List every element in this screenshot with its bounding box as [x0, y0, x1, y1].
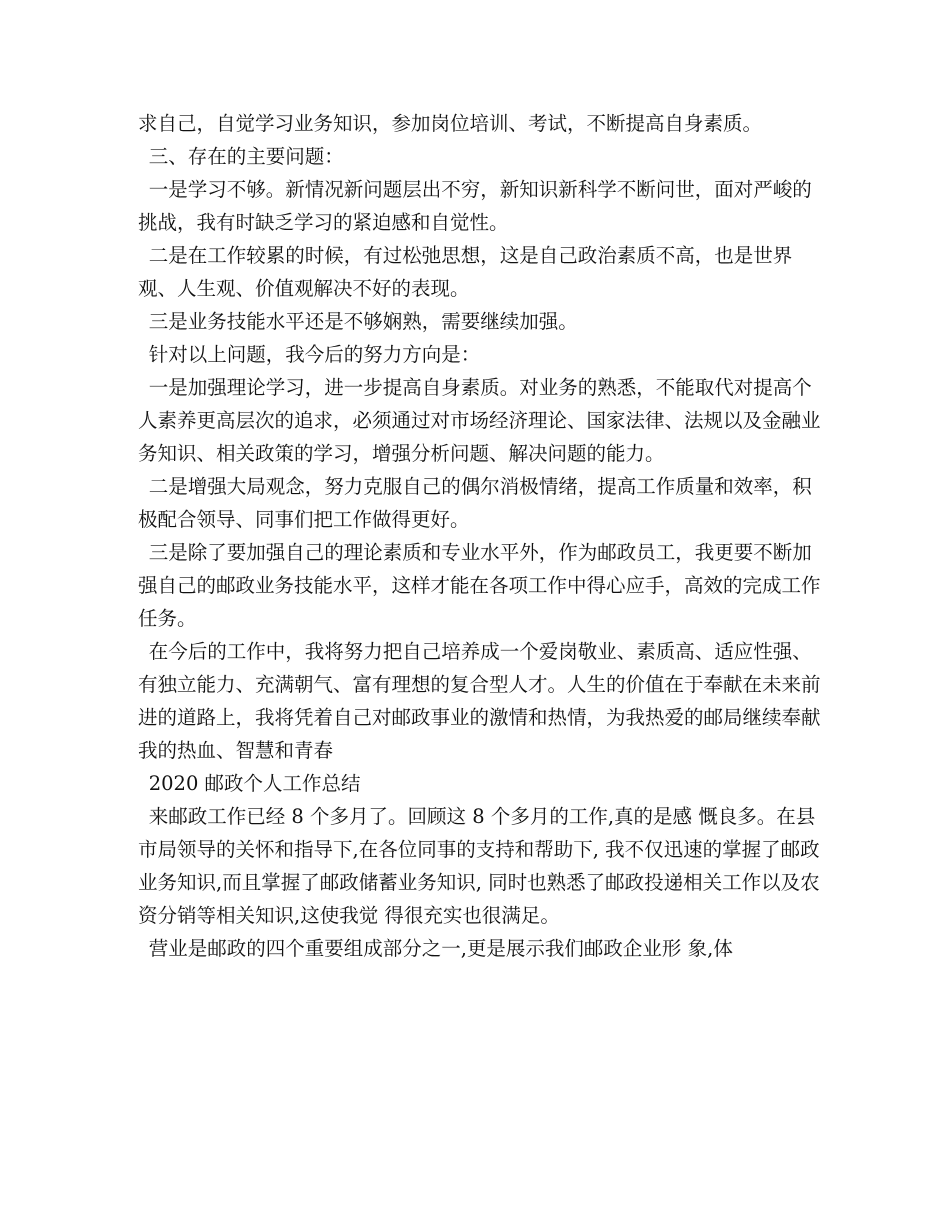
- paragraph-6: 针对以上问题，我今后的努力方向是：: [148, 343, 481, 366]
- paragraph-13: 营业是邮政的四个重要组成部分之一,更是展示我们邮政企业形 象,体: [148, 937, 733, 960]
- paragraph-12: 来邮政工作已经 8 个多月了。回顾这 8 个多月的工作,真的是感 慨良多。在县市局领导的关怀和指导下,在各位同事的支持和帮助下, 我不仅迅速的掌握了邮政业务知识,而且掌握了邮政储蓄业务知识, 同时也熟悉了邮政投递相关工作以及农资分销等相关知识,这使我觉 得很充实也很满足。: [138, 805, 820, 927]
- paragraph-7: 一是加强理论学习，进一步提高自身素质。对业务的熟悉，不能取代对提高个人素养更高层次的追求，必须通过对市场经济理论、国家法律、法规以及金融业务知识、相关政策的学习，增强分析问题、解决问题的能力。: [138, 376, 821, 465]
- paragraph-10: 在今后的工作中，我将努力把自己培养成一个爱岗敬业、素质高、适应性强、有独立能力、充满朝气、富有理想的复合型人才。人生的价值在于奉献在未来前进的道路上，我将凭着自己对邮政事业的激情和热情，为我热爱的邮局继续奉献我的热血、智慧和青春: [138, 640, 821, 762]
- document-body: [138, 107, 828, 965]
- paragraph-1: 求自己，自觉学习业务知识，参加岗位培训、考试，不断提高自身素质。: [138, 112, 763, 135]
- paragraph-9: 三是除了要加强自己的理论素质和专业水平外，作为邮政员工，我更要不断加强自己的邮政业务技能水平，这样才能在各项工作中得心应手，高效的完成工作任务。: [138, 541, 821, 630]
- paragraph-5: 三是业务技能水平还是不够娴熟，需要继续加强。: [148, 310, 578, 333]
- paragraph-3: 一是学习不够。新情况新问题层出不穷，新知识新科学不断问世，面对严峻的挑战，我有时缺乏学习的紧迫感和自觉性。: [138, 178, 812, 234]
- section-heading-problems: 三、存在的主要问题：: [148, 145, 344, 168]
- paragraph-8: 二是增强大局观念，努力克服自己的偶尔消极情绪，提高工作质量和效率，积极配合领导、同事们把工作做得更好。: [138, 475, 812, 531]
- document-subtitle: 2020 邮政个人工作总结: [148, 772, 361, 795]
- paragraph-4: 二是在工作较累的时候，有过松弛思想，这是自己政治素质不高，也是世界观、人生观、价值观解决不好的表现。: [138, 244, 793, 300]
